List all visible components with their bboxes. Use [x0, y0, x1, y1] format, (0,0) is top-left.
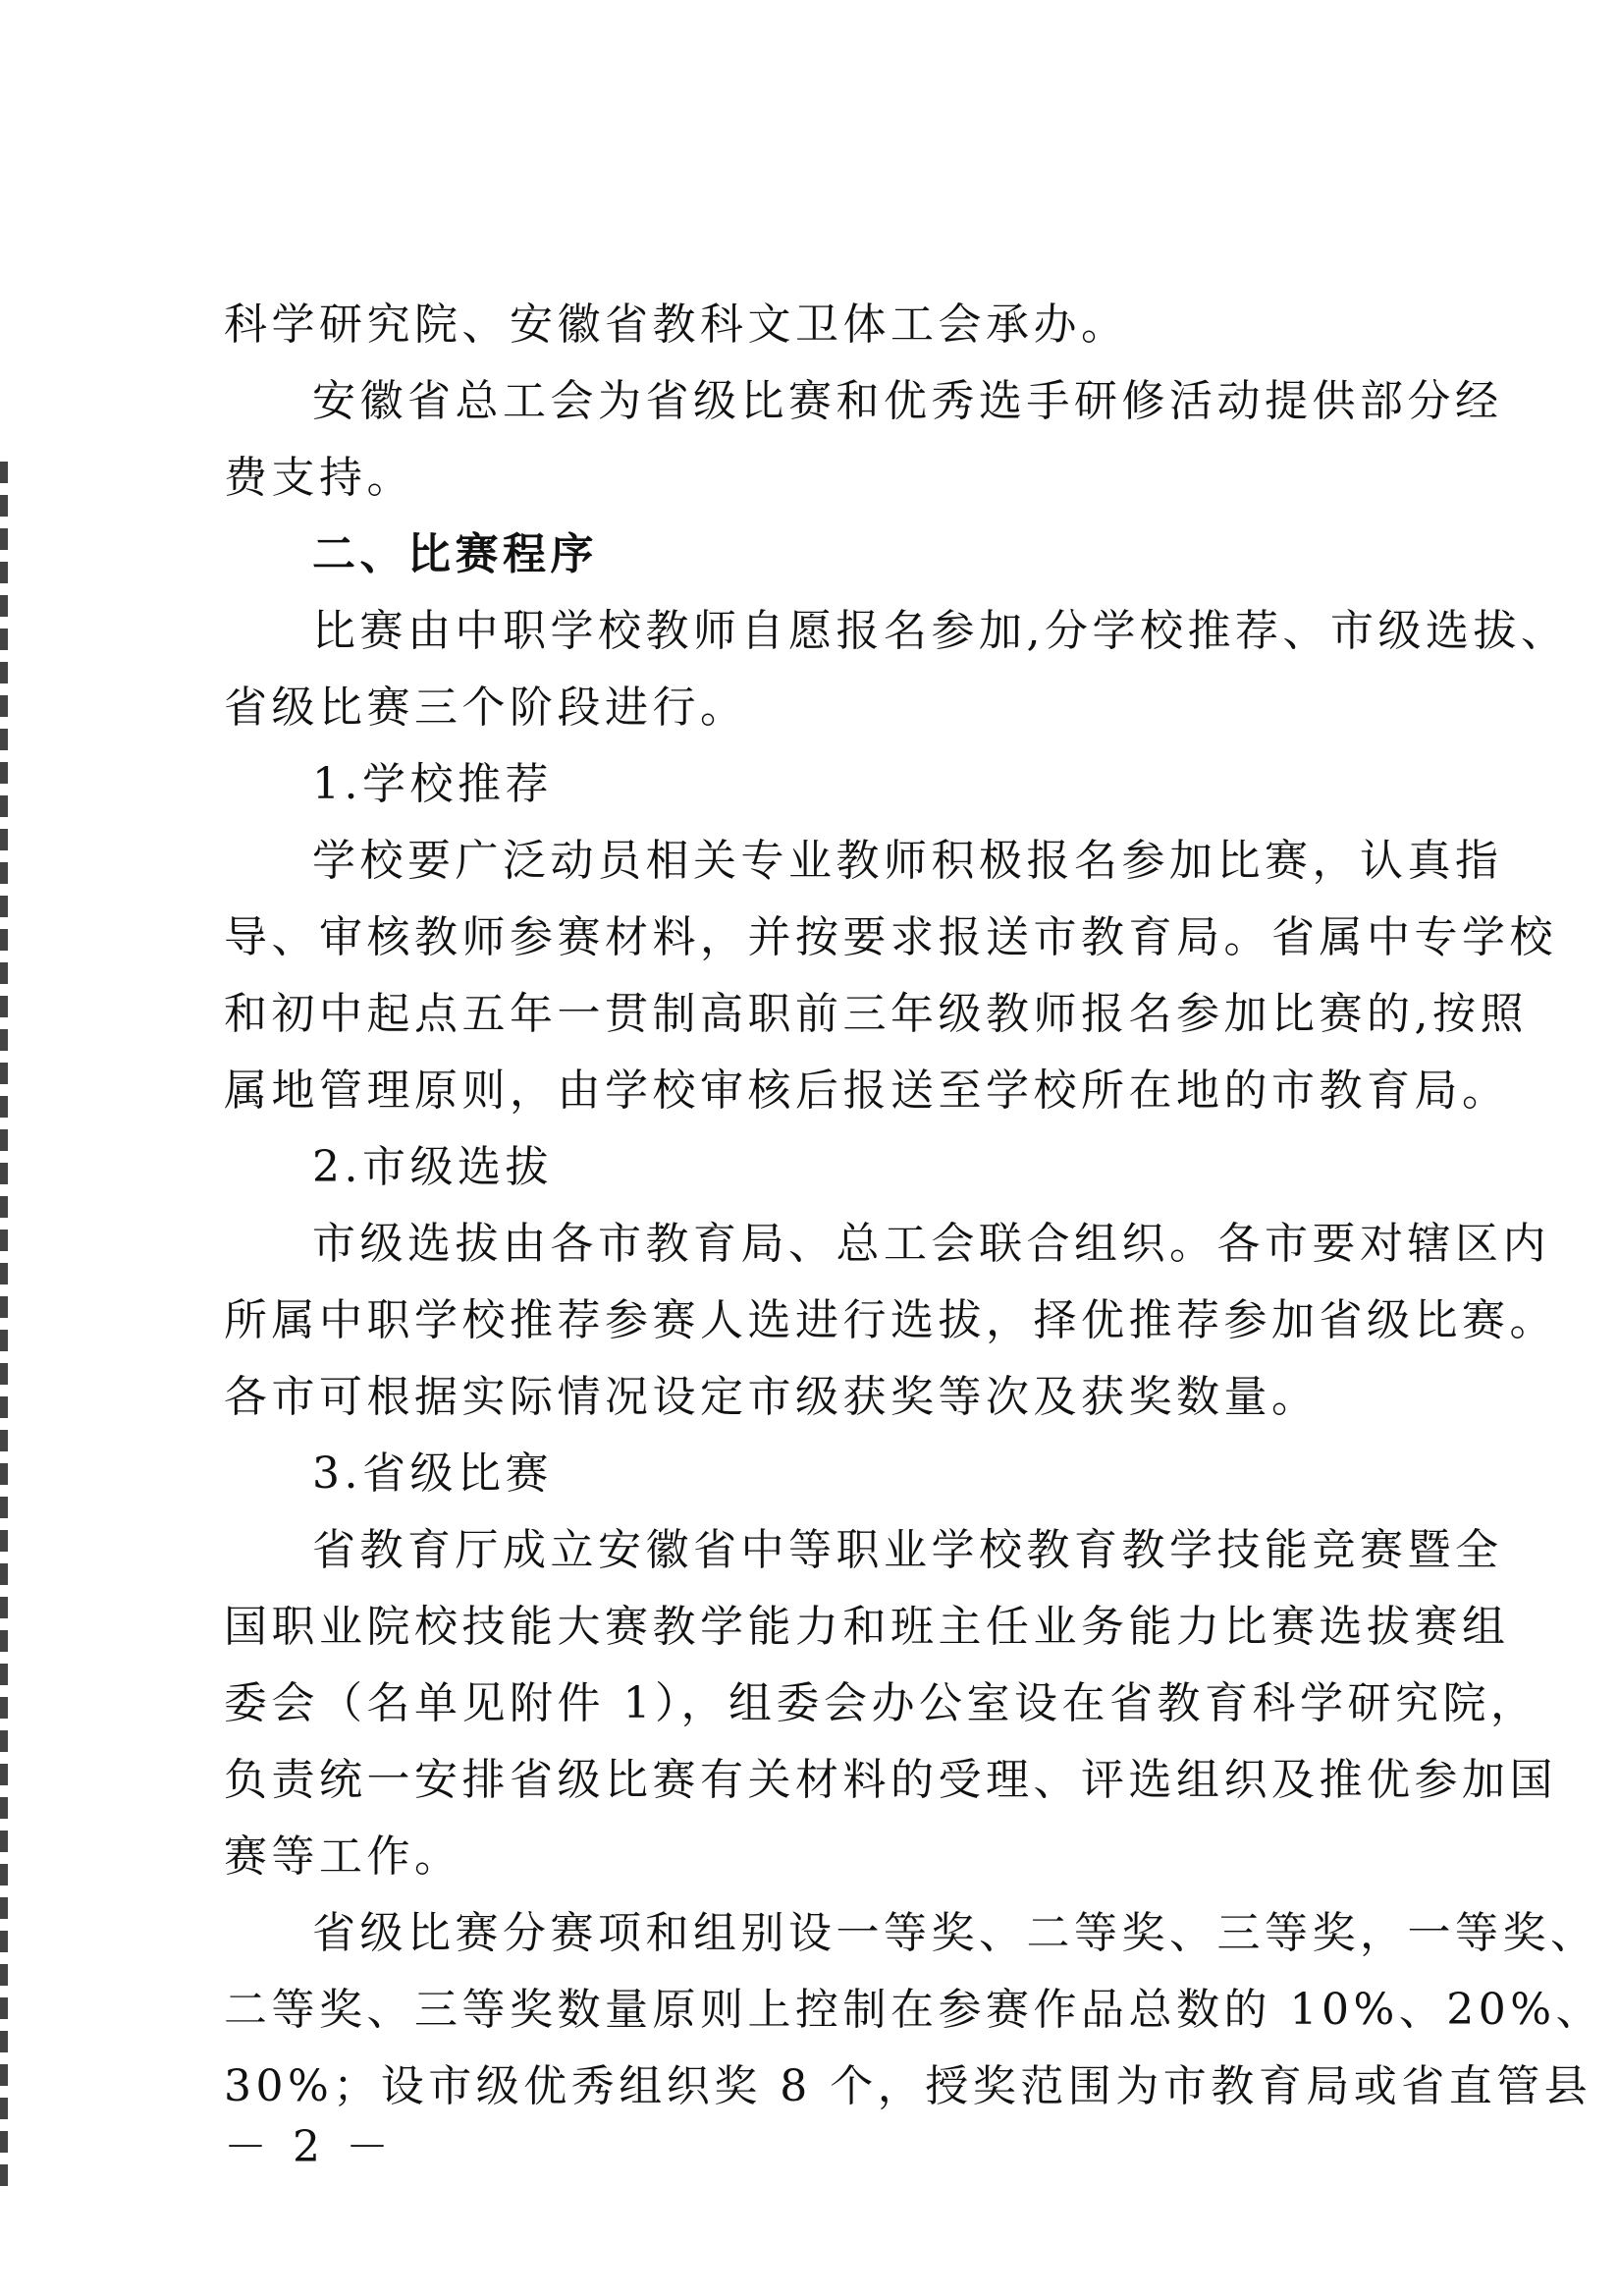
text-line: 比赛由中职学校教师自愿报名参加,分学校推荐、市级选拔、 [312, 606, 1569, 656]
body-text [224, 287, 1604, 2125]
text-line: 省教育厅成立安徽省中等职业学校教育教学技能竞赛暨全 [312, 1525, 1503, 1575]
subsection-heading: 1.学校推荐 [312, 759, 553, 809]
text-line: 导、审核教师参赛材料，并按要求报送市教育局。省属中专学校 [224, 912, 1557, 962]
text-line: 所属中职学校推荐参赛人选进行选拔，择优推荐参加省级比赛。 [224, 1295, 1557, 1345]
subsection-heading: 3.省级比赛 [312, 1449, 553, 1499]
text-line: 学校要广泛动员相关专业教师积极报名参加比赛，认真指 [312, 836, 1503, 886]
text-line: 属地管理原则，由学校审核后报送至学校所在地的市教育局。 [224, 1066, 1510, 1116]
section-heading: 二、比赛程序 [312, 529, 598, 579]
text-line: 费支持。 [224, 453, 414, 503]
text-line: 市级选拔由各市教育局、总工会联合组织。各市要对辖区内 [312, 1219, 1550, 1269]
text-line: 二等奖、三等奖数量原则上控制在参赛作品总数的 10%、20%、 [224, 1985, 1604, 2035]
text-line: 科学研究院、安徽省教科文卫体工会承办。 [224, 300, 1129, 350]
text-line: 负责统一安排省级比赛有关材料的受理、评选组织及推优参加国 [224, 1755, 1557, 1805]
text-line: 30%；设市级优秀组织奖 8 个，授奖范围为市教育局或省直管县 [224, 2061, 1592, 2111]
text-line: 委会（名单见附件 1），组委会办公室设在省教育科学研究院， [224, 1678, 1538, 1728]
subsection-heading: 2.市级选拔 [312, 1142, 553, 1192]
text-line: 安徽省总工会为省级比赛和优秀选手研修活动提供部分经 [312, 376, 1503, 426]
text-line: 和初中起点五年一贯制高职前三年级教师报名参加比赛的,按照 [224, 989, 1528, 1039]
page-number: － 2 － [224, 2122, 395, 2172]
text-line: 省级比赛三个阶段进行。 [224, 683, 748, 733]
text-line: 国职业院校技能大赛教学能力和班主任业务能力比赛选拔赛组 [224, 1602, 1510, 1652]
text-line: 各市可根据实际情况设定市级获奖等次及获奖数量。 [224, 1372, 1320, 1422]
text-line: 赛等工作。 [224, 1831, 462, 1882]
scan-binding-edge [0, 462, 8, 2190]
text-line: 省级比赛分赛项和组别设一等奖、二等奖、三等奖，一等奖、 [312, 1908, 1598, 1958]
